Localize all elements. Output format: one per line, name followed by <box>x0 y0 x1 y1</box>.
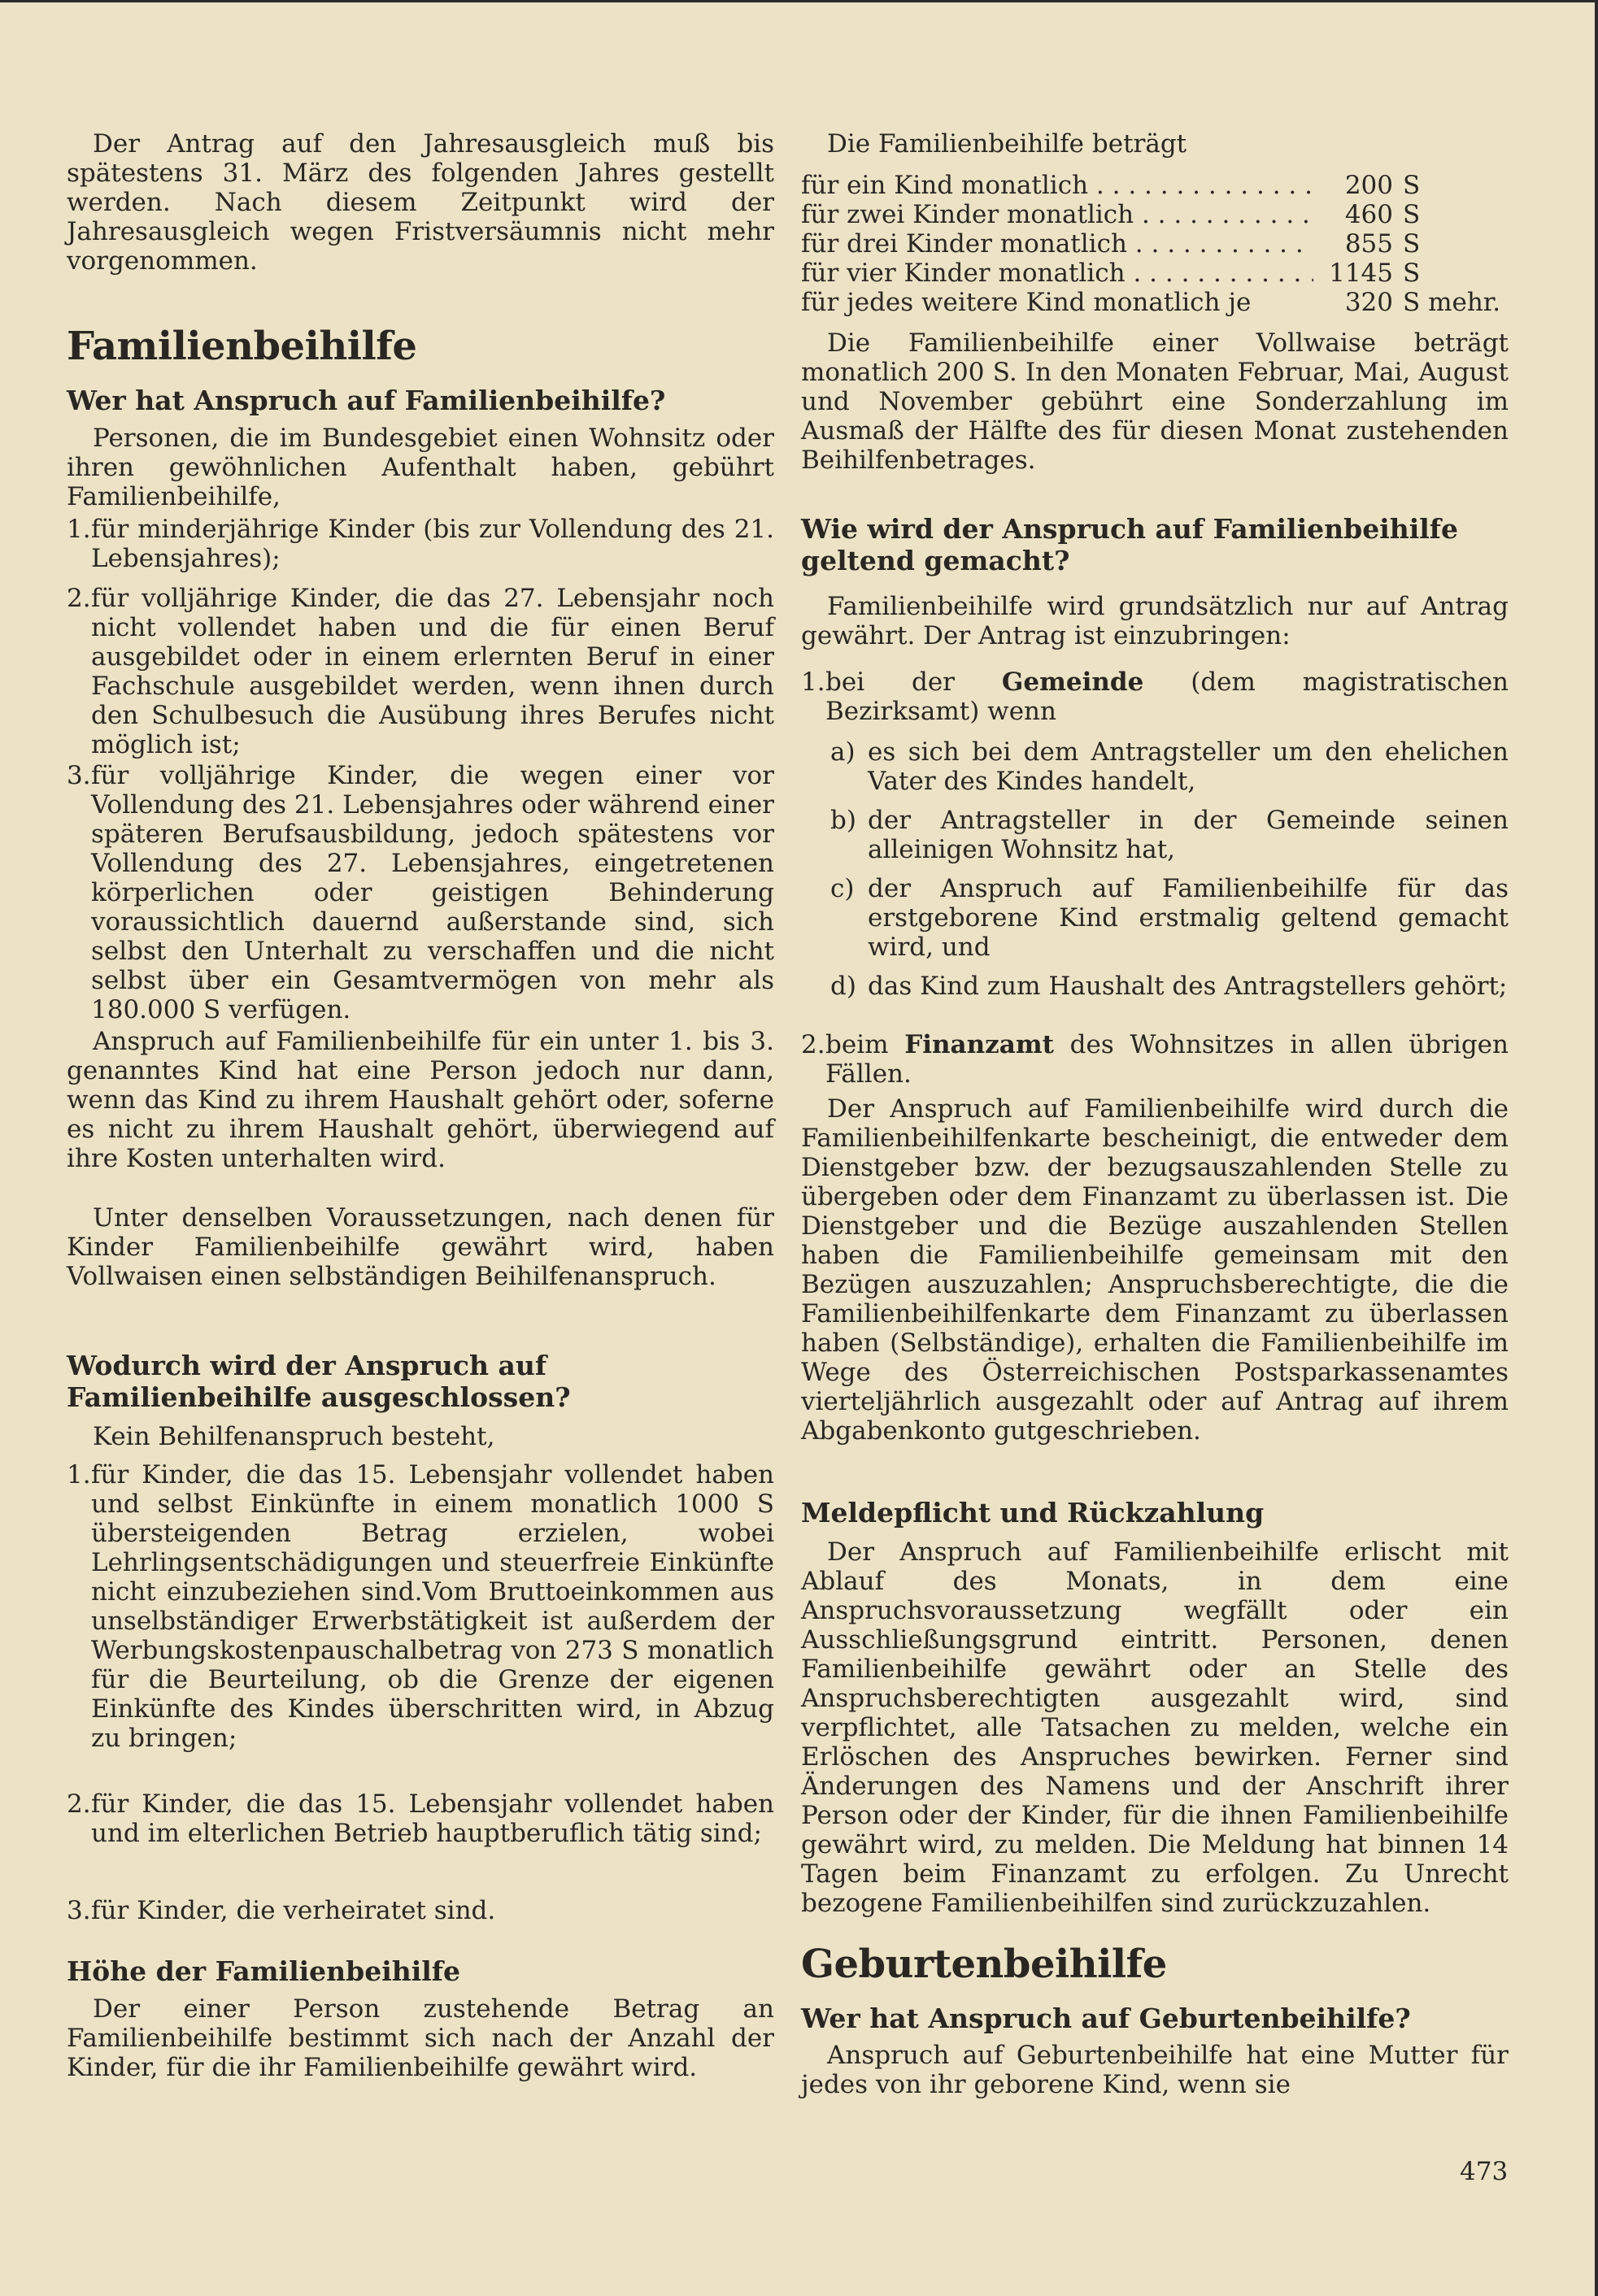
rate-unit: S mehr. <box>1403 288 1501 317</box>
item-number: 3. <box>67 761 91 790</box>
item-number: 1. <box>67 515 91 544</box>
heading-anspruch: Wer hat Anspruch auf Familienbeihilfe? <box>67 385 666 416</box>
item-text: für Kinder, die verheiratet sind. <box>91 1896 496 1925</box>
item-text: für Kinder, die das 15. Lebensjahr vollendet haben und selbst Einkünfte in einem monatlich 1000 S übersteigenden Betrag erzielen, wobei Lehrlingsentschädigungen und steuerfreie Einkünfte nicht einzubeziehen sind.Vom Bruttoeinkommen aus unselbständiger Erwerbstätigkeit ist außerdem der Werbungskostenpauschalbetrag von 273 S monatlich für die Beurteilung, ob die Grenze der eigenen Einkünfte des Kindes überschritten wird, in Abzug zu bringen; <box>91 1460 774 1753</box>
melde-paragraph: Der Anspruch auf Familienbeihilfe erlischt mit Ablauf des Monats, in dem eine Anspruchsvoraussetzung wegfällt oder ein Ausschließungsgrund eintritt. Personen, denen Familienbeihilfe gewährt oder an Stelle des Anspruchsberechtigten ausgezahlt wird, sind verpflichtet, alle Tatsachen zu melden, welche ein Erlöschen des Anspruches bewirken. Ferner sind Änderungen des Namens und der Anschrift ihrer Person oder der Kinder, für die ihnen Familienbeihilfe gewährt wird, zu melden. Die Meldung hat binnen 14 Tagen beim Finanzamt zu erfolgen. Zu Unrecht bezogene Familienbeihilfen sind zurückzuzahlen. <box>801 1537 1509 1918</box>
geltend-intro: Familienbeihilfe wird grundsätzlich nur auf Antrag gewährt. Der Antrag ist einzubringen: <box>801 592 1509 650</box>
rate-unit: S <box>1403 200 1421 229</box>
item-number: 1. <box>801 667 825 697</box>
vollwaise-paragraph: Die Familienbeihilfe einer Vollwaise beträgt monatlich 200 S. In den Monaten Februar, Mai, August und November gebührt eine Sonderzahlung im Ausmaß der Hälfte des für diesen Monat zustehenden Beihilfenbetrages. <box>801 328 1509 475</box>
finanzamt-bold: Finanzamt <box>904 1030 1054 1059</box>
item-number: 2. <box>67 584 91 613</box>
rate-row <box>801 171 1509 200</box>
sub-text: es sich bei dem Antragsteller um den ehelichen Vater des Kindes handelt, <box>868 737 1509 796</box>
intro-paragraph: Der Antrag auf den Jahresausgleich muß bis spätestens 31. März des folgenden Jahres gestellt werden. Nach diesem Zeitpunkt wird der Jahresausgleich wegen Fristversäumnis nicht mehr vorgenommen. <box>67 129 774 276</box>
section-title-familienbeihilfe: Familienbeihilfe <box>67 324 417 369</box>
anspruch-item-3 <box>67 761 774 1024</box>
hoehe-paragraph: Der einer Person zustehende Betrag an Familienbeihilfe bestimmt sich nach der Anzahl der Kinder, für die ihr Familienbeihilfe gewährt wird. <box>67 1994 774 2082</box>
heading-geltend: Wie wird der Anspruch auf Familienbeihilfe geltend gemacht? <box>801 513 1458 576</box>
sub-item-a <box>801 737 1509 796</box>
heading-ausgeschlossen: Wodurch wird der Anspruch auf Familienbeihilfe ausgeschlossen? <box>67 1350 571 1413</box>
heading-geburt: Wer hat Anspruch auf Geburtenbeihilfe? <box>801 2002 1411 2034</box>
sub-letter: c) <box>830 874 855 903</box>
geltend-1-post: (dem magistratischen Bezirksamt) wenn <box>825 667 1509 726</box>
ausgeschlossen-item-1 <box>67 1460 774 1753</box>
rate-amount: 855 <box>1344 229 1393 259</box>
sub-letter: d) <box>830 972 856 1001</box>
rate-unit: S <box>1403 259 1421 288</box>
rate-row <box>801 288 1509 317</box>
geltend-2-post: des Wohnsitzes in allen übrigen Fällen. <box>825 1030 1509 1089</box>
sub-item-b <box>801 806 1509 864</box>
geltend-2-pre: beim <box>825 1030 889 1059</box>
geltend-sublist <box>801 737 1509 1001</box>
item-text: für Kinder, die das 15. Lebensjahr vollendet haben und im elterlichen Betrieb hauptberuflich tätig sind; <box>91 1789 774 1848</box>
rate-label: für vier Kinder monatlich . . . <box>801 259 1313 288</box>
rate-row <box>801 200 1509 229</box>
anspruch-paragraph-3: Unter denselben Voraussetzungen, nach denen für Kinder Familienbeihilfe gewährt wird, haben Vollwaisen einen selbständigen Beihilfenanspruch. <box>67 1203 774 1291</box>
section-title-geburtenbeihilfe: Geburtenbeihilfe <box>801 1942 1167 1987</box>
item-number: 1. <box>67 1460 91 1489</box>
rate-label: für zwei Kinder monatlich . . . <box>801 200 1313 229</box>
rate-label: für drei Kinder monatlich . . . <box>801 229 1313 259</box>
item-number: 2. <box>801 1030 825 1059</box>
anspruch-intro: Personen, die im Bundesgebiet einen Wohnsitz oder ihren gewöhnlichen Aufenthalt haben, gebührt Familienbeihilfe, <box>67 424 774 511</box>
geltend-paragraph-2: Der Anspruch auf Familienbeihilfe wird durch die Familienbeihilfenkarte bescheinigt, die entweder dem Dienstgeber bzw. der bezugsauszahlenden Stelle zu übergeben oder dem Finanzamt zu überlassen ist. Die Dienstgeber und die Bezüge auszahlenden Stellen haben die Familienbeihilfe gemeinsam mit den Bezügen auszuzahlen; Anspruchsberechtigte, die die Familienbeihilfenkarte dem Finanzamt zu überlassen haben (Selbständige), erhalten die Familienbeihilfe im Wege des Österreichischen Postsparkassenamtes vierteljährlich ausgezahlt oder auf Antrag auf ihrem Abgabenkonto gutgeschrieben. <box>801 1094 1509 1446</box>
item-text <box>825 667 1509 726</box>
rate-unit: S <box>1403 171 1421 200</box>
rate-label: für jedes weitere Kind monatlich je <box>801 288 1252 317</box>
rate-row <box>801 259 1509 288</box>
item-text: für volljährige Kinder, die wegen einer vor Vollendung des 21. Lebensjahres oder während einer späteren Berufsausbildung, jedoch spätestens vor Vollendung des 27. Lebensjahres, eingetretenen körperlichen oder geistigen Behinderung voraussichtlich dauernd außerstande sind, sich selbst den Unterhalt zu verschaffen und die nicht selbst über ein Gesamtvermögen von mehr als 180.000 S verfügen. <box>91 761 774 1024</box>
sub-item-d <box>801 972 1509 1001</box>
ausgeschlossen-item-2 <box>67 1789 774 1848</box>
item-number: 3. <box>67 1896 91 1925</box>
rate-row <box>801 229 1509 259</box>
rate-amount: 1145 <box>1329 259 1393 288</box>
anspruch-item-2 <box>67 584 774 759</box>
item-text: für volljährige Kinder, die das 27. Lebensjahr noch nicht vollendet haben und die für einen Beruf ausgebildet oder in einem erlernten Beruf in einer Fachschule ausgebildet werden, wenn ihnen durch den Schulbesuch die Ausübung ihres Berufes nicht möglich ist; <box>91 584 774 759</box>
page-number: 473 <box>1460 2157 1509 2186</box>
rates-table <box>801 171 1509 317</box>
geltend-item-1 <box>801 667 1509 726</box>
sub-item-c <box>801 874 1509 962</box>
rate-label: für ein Kind monatlich . . . <box>801 171 1313 200</box>
geltend-1-pre: bei der <box>825 667 955 697</box>
rate-amount: 460 <box>1344 200 1393 229</box>
rate-unit: S <box>1403 229 1421 259</box>
ausgeschlossen-item-3 <box>67 1896 774 1925</box>
gemeinde-bold: Gemeinde <box>1001 667 1144 697</box>
item-text: für minderjährige Kinder (bis zur Vollendung des 21. Lebensjahres); <box>91 515 774 573</box>
sub-letter: b) <box>830 806 856 835</box>
betraegt-line: Die Familienbeihilfe beträgt <box>827 129 1187 159</box>
heading-hoehe: Höhe der Familienbeihilfe <box>67 1955 460 1987</box>
sub-letter: a) <box>830 737 856 767</box>
sub-text: der Antragsteller in der Gemeinde seinen alleinigen Wohnsitz hat, <box>868 806 1509 864</box>
rate-amount: 200 <box>1344 171 1393 200</box>
item-number: 2. <box>67 1789 91 1819</box>
anspruch-paragraph-2: Anspruch auf Familienbeihilfe für ein unter 1. bis 3. genanntes Kind hat eine Person jedoch nur dann, wenn das Kind zu ihrem Haushalt gehört oder, soferne es nicht zu ihrem Haushalt gehört, überwiegend auf ihre Kosten unterhalten wird. <box>67 1027 774 1173</box>
ausgeschlossen-intro: Kein Behilfenanspruch besteht, <box>93 1422 495 1451</box>
sub-text: der Anspruch auf Familienbeihilfe für das erstgeborene Kind erstmalig geltend gemacht wird, und <box>868 874 1509 962</box>
item-text <box>825 1030 1509 1089</box>
anspruch-item-1 <box>67 515 774 573</box>
rate-amount: 320 <box>1344 288 1393 317</box>
geburt-paragraph: Anspruch auf Geburtenbeihilfe hat eine Mutter für jedes von ihr geborene Kind, wenn sie <box>801 2041 1509 2099</box>
heading-meldepflicht: Meldepflicht und Rückzahlung <box>801 1497 1265 1528</box>
geltend-item-2 <box>801 1030 1509 1089</box>
sub-text: das Kind zum Haushalt des Antragstellers gehört; <box>868 972 1508 1001</box>
